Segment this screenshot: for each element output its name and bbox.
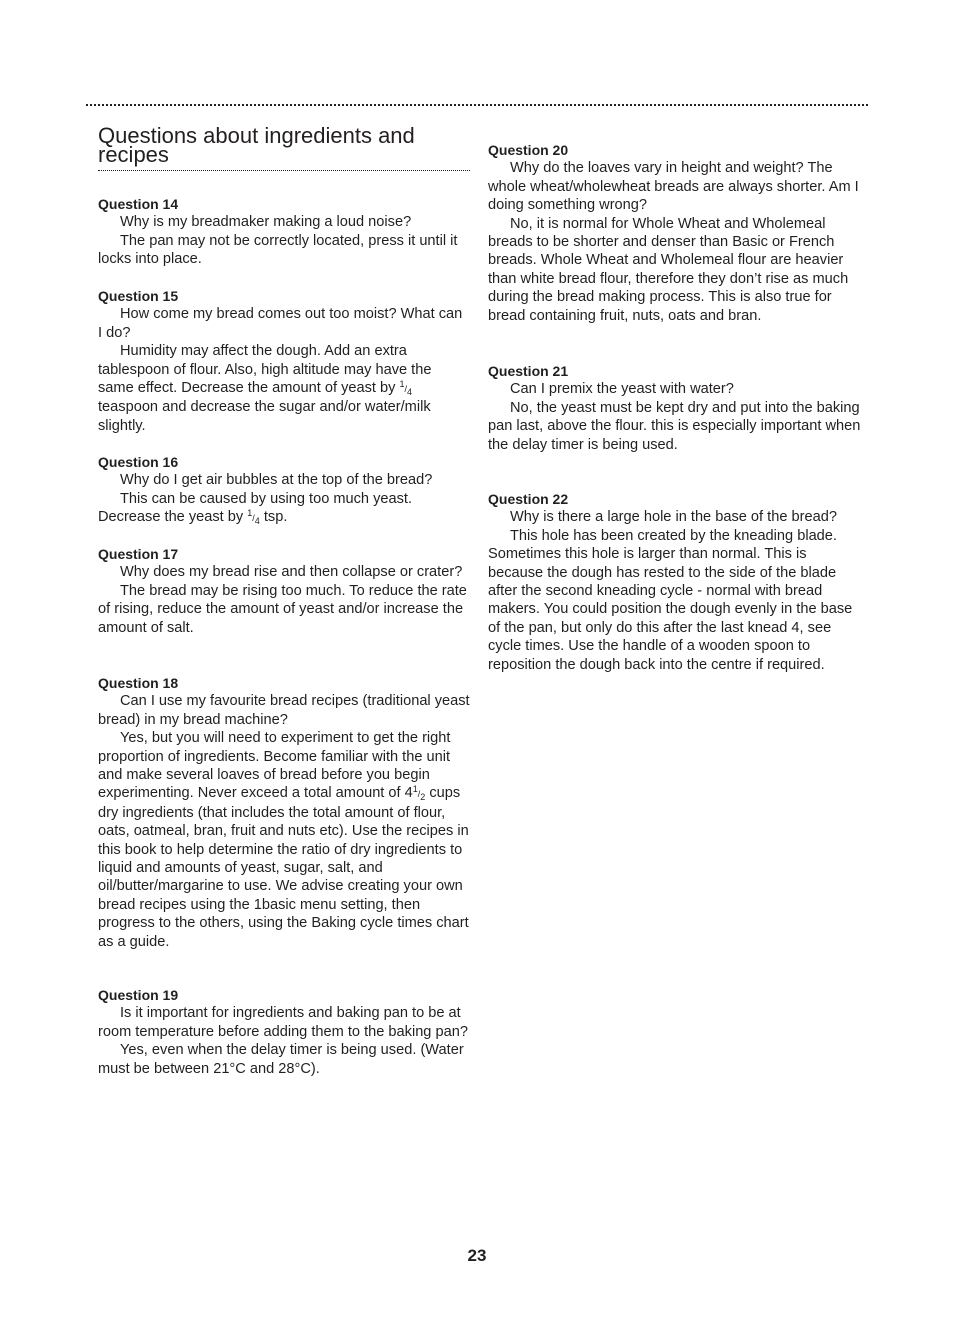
question-text: Can I use my favourite bread recipes (traditional yeast bread) in my bread machine?: [98, 693, 470, 728]
question-14: [98, 195, 470, 269]
fraction-numerator: 1: [247, 508, 253, 519]
answer-text: The pan may not be correctly located, press it until it locks into place.: [98, 232, 458, 268]
answer-text: No, the yeast must be kept dry and put into the baking pan last, above the flour. this is especially important when the delay timer is being used.: [488, 399, 861, 453]
answer-text: No, it is normal for Whole Wheat and Wholemeal breads to be shorter and denser than Basic or French breads. Whole Wheat and Wholemeal flour are heavier than white bread flour, therefore they don’t rise as much during the bread making process. This is also true for bread containing fruit, nuts, oats and bran.: [488, 215, 849, 324]
question-15: [98, 287, 470, 435]
section-title: Questions about ingredients and recipes: [98, 123, 415, 167]
question-22: [488, 490, 862, 674]
fraction-numerator: 1: [399, 379, 405, 390]
question-heading: Question 16: [98, 454, 179, 470]
top-dotted-rule: [86, 104, 868, 106]
question-heading: Question 18: [98, 675, 179, 691]
answer-text: The bread may be rising too much. To reduce the rate of rising, reduce the amount of yeast and/or increase the amount of salt.: [98, 582, 467, 636]
question-text: Why do the loaves vary in height and weight? The whole wheat/wholewheat breads are always shorter. Am I doing something wrong?: [488, 160, 859, 214]
question-heading: Question 21: [488, 363, 569, 379]
answer-text-part: Humidity may affect the dough. Add an extra tablespoon of flour. Also, high altitude may have the same effect. Decrease the amount of yeast by: [98, 343, 432, 397]
answer-text: This hole has been created by the kneading blade. Sometimes this hole is larger than normal. This is because the dough has rested to the side of the blade after the second kneading cycle - normal with bread makers. You could position the dough evenly in the base of the pan, but only do this after the last knead 4, see cycle times. Use the handle of a wooden spoon to reposition the dough back into the centre if required.: [488, 527, 853, 673]
question-text: How come my bread comes out too moist? What can I do?: [98, 306, 463, 341]
answer-text: Humidity may affect the dough. Add an extra tablespoon of flour. Also, high altitude may have the same effect. Decrease the amount of yeast by $^1/_4$ teaspoon and decrease the sugar and/or water/milk slightly.: [98, 343, 432, 434]
question-text: Why do I get air bubbles at the top of the bread?: [120, 472, 433, 489]
question-text: Why is there a large hole in the base of the bread?: [510, 509, 837, 526]
answer-text-part: teaspoon and decrease the sugar and/or water/milk slightly.: [98, 399, 431, 434]
question-text: Is it important for ingredients and baking pan to be at room temperature before adding them to the baking pan?: [98, 1005, 468, 1040]
fraction-numerator: 1: [412, 784, 418, 795]
answer-text: Yes, even when the delay timer is being used. (Water must be between 21°C and 28°C).: [98, 1042, 464, 1077]
answer-text-part: This can be caused by using too much yeast. Decrease the yeast by: [98, 490, 413, 526]
question-heading: Question 20: [488, 142, 569, 158]
answer-text-part: cups dry ingredients (that includes the total amount of flour, oats, oatmeal, bran, fruit and nuts etc). Use the recipes in this book to help determine the ratio of dry ingredients to liquid and amounts of yeast, sugar, salt, and oil/butter/margarine to use. We advise creating your own bread recipes using the 1basic menu setting, then progress to the others, using the Baking cycle times chart as a guide.: [98, 785, 469, 950]
question-heading: Question 14: [98, 196, 179, 212]
question-text: Why is my breadmaker making a loud noise?: [120, 214, 412, 231]
question-heading: Question 22: [488, 491, 569, 507]
question-16: [98, 453, 470, 528]
answer-text-part: tsp.: [259, 509, 288, 526]
page-number: 23: [467, 1246, 487, 1265]
answer-text-part: Yes, but you will need to experiment to get the right proportion of ingredients. Become familiar with the unit and make several loaves of bread before you begin experimenting. Never exceed a total amount of 4: [98, 730, 451, 802]
answer-text: This can be caused by using too much yeast. Decrease the yeast by $^1/_4$ tsp.: [98, 490, 413, 527]
question-17: [98, 545, 470, 637]
fraction-denominator: 4: [407, 387, 413, 398]
title-dotted-rule: [98, 170, 470, 171]
question-20: [488, 141, 862, 325]
fraction-denominator: 2: [420, 792, 426, 803]
fraction-denominator: 4: [254, 516, 260, 527]
question-18: [98, 674, 470, 951]
question-text: Why does my bread rise and then collapse or crater?: [120, 564, 463, 581]
question-heading: Question 15: [98, 288, 179, 304]
question-21: [488, 362, 862, 454]
question-heading: Question 17: [98, 546, 179, 562]
question-19: [98, 986, 470, 1078]
question-text: Can I premix the yeast with water?: [510, 381, 734, 398]
question-heading: Question 19: [98, 987, 179, 1003]
answer-text: Yes, but you will need to experiment to get the right proportion of ingredients. Become familiar with the unit and make several loaves of bread before you begin experimenting. Never exceed a total amount of $4^1/_2$ cups dry ingredients (that includes the total amount of flour, oats, oatmeal, bran, fruit and nuts etc). Use the recipes in this book to help determine the ratio of dry ingredients to liquid and amounts of yeast, sugar, salt, and oil/butter/margarine to use. We advise creating your own bread recipes using the 1basic menu setting, then progress to the others, using the Baking cycle times chart as a guide.: [98, 730, 469, 950]
